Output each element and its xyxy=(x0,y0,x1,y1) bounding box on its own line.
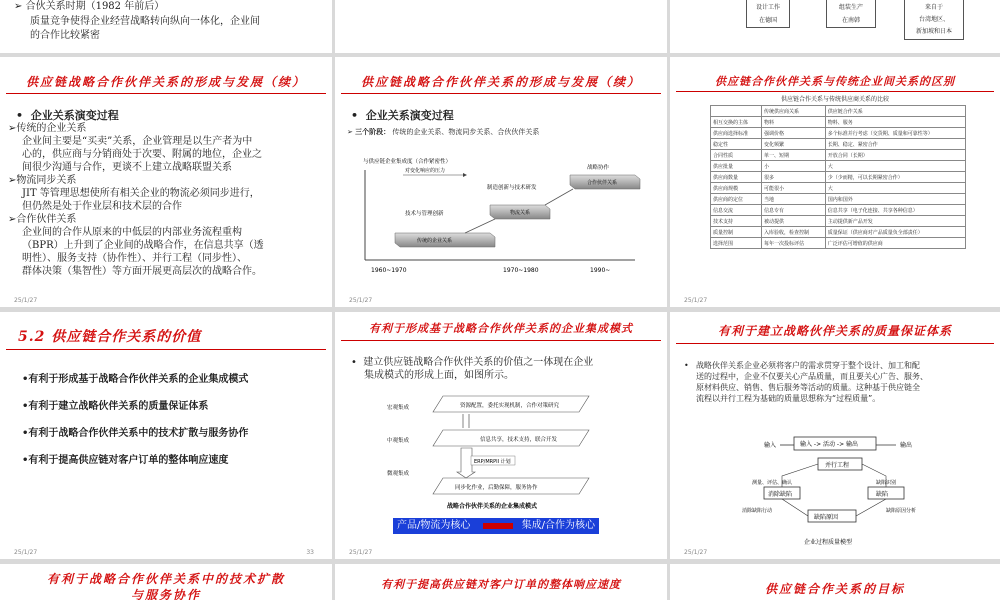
table-row xyxy=(711,216,966,227)
year-label-2: 1970~1980 xyxy=(503,267,539,274)
paragraph-line: 企业间主要是“买卖”关系，企业管理是以生产者为中 xyxy=(22,136,253,147)
bullet-icon: • xyxy=(351,357,364,368)
table-cell: 可能很小 xyxy=(762,183,826,194)
table-cell: 物料 xyxy=(762,117,826,128)
arrow-head-icon xyxy=(463,173,467,177)
table-cell: 技术支持 xyxy=(711,216,762,227)
action-label: 消除缺陷行动 xyxy=(742,508,773,514)
arrow-bullet-icon: ➢ xyxy=(14,1,23,12)
table-cell: 供应批量 xyxy=(711,161,762,172)
diagram-caption: 战略合作伙伴关系的企业集成模式 xyxy=(447,503,538,510)
table-row xyxy=(711,238,966,249)
table-cell: 单一、短期 xyxy=(762,150,826,161)
assembly-korea-box: 组装生产 在南韩 xyxy=(826,0,876,28)
slide-title: 供应链战略合作伙伴关系的形成与发展（续） xyxy=(25,75,306,89)
axis-label: 与供应链企业集成度（合作紧密性） xyxy=(363,159,452,165)
logistics-paragraph xyxy=(8,187,328,213)
period-heading: 合伙关系时期（1982 年前后） xyxy=(25,1,165,12)
period-text-2: 的合作比较紧密 xyxy=(30,30,100,41)
diagram-caption: 企业过程质量模型 xyxy=(804,539,853,546)
paragraph-line: 心的，供应商与分销商处于次要、附属的地位，企业之 xyxy=(22,149,262,160)
paragraph-line: 战略伙伴关系企业必须将客户的需求贯穿于整个设计、加工和配 xyxy=(696,361,920,370)
slide-blank-top[interactable] xyxy=(335,0,667,53)
table-row xyxy=(711,128,966,139)
micro-label: 微观集成 xyxy=(387,471,410,477)
value-list xyxy=(22,370,248,478)
paragraph-line: 群体决策（集智性）等方面开展更高层次的战略合作。 xyxy=(22,266,262,277)
process-quality-diagram xyxy=(670,432,1000,552)
slide-title-line1: 有利于战略合作伙伴关系中的技术扩散 xyxy=(46,572,285,586)
section-heading: 企业关系演变过程 xyxy=(30,109,119,122)
table-cell: 大 xyxy=(825,161,965,172)
table-row xyxy=(711,205,966,216)
table-header-cell: 供应链合作关系 xyxy=(825,106,965,117)
slide-date: 25/1/27 xyxy=(349,549,373,556)
table-cell: 国内和国外 xyxy=(825,194,965,205)
table-cell: 多个标准并行考虑（交货期、质量和可靠性等） xyxy=(825,128,965,139)
table-cell: 强调价格 xyxy=(762,128,826,139)
stage-label: 战略协作 xyxy=(587,165,610,171)
table-cell: 小 xyxy=(762,161,826,172)
core-band xyxy=(393,518,599,534)
table-cell: 稳定性 xyxy=(711,139,762,150)
slide-title-line2: 与服务协作 xyxy=(130,588,201,600)
table-row xyxy=(711,139,966,150)
slide-comparison-table[interactable] xyxy=(670,57,1000,307)
table-row xyxy=(711,117,966,128)
slide-title: 有利于形成基于战略合作伙伴关系的企业集成模式 xyxy=(369,322,633,335)
table-cell: 变化频繁 xyxy=(762,139,826,150)
slide-partnership-period[interactable] xyxy=(0,0,332,53)
band-left-label: 产品/物流为核心 xyxy=(397,520,471,531)
table-cell: 信息专有 xyxy=(762,205,826,216)
measure-label: 测量、评估、确认 xyxy=(752,480,793,486)
table-cell: 质量保证（供应商对产品质量负全部责任） xyxy=(825,227,965,238)
table-cell: 供应商数量 xyxy=(711,172,762,183)
table-cell: 很多 xyxy=(762,172,826,183)
table-caption: 供应链合作关系与传统供应商关系的比较 xyxy=(780,96,889,103)
evolution-staircase-diagram xyxy=(335,145,667,295)
slide-title: 供应链合作伙伴关系与传统企业间关系的区别 xyxy=(715,75,955,88)
paragraph-line: 送的过程中，企业不仅要关心产品质量，而且要关心广告、服务、 xyxy=(696,372,928,381)
step-arrow xyxy=(545,189,573,205)
stage2-label: 物流关系 xyxy=(510,210,531,216)
stages-text: 传统的企业关系、物流同步关系、合伙伙伴关系 xyxy=(392,128,540,136)
table-header-cell: 传统供应商关系 xyxy=(762,106,826,117)
table-cell: 合同性质 xyxy=(711,150,762,161)
slide-response-speed[interactable] xyxy=(335,564,667,600)
paragraph-line: 但仍然是处于作业层和技术层的合作 xyxy=(22,201,182,212)
eliminate-label: 消除缺陷 xyxy=(768,491,793,498)
table-row xyxy=(711,183,966,194)
partner-heading: 合作伙伴关系 xyxy=(16,214,77,225)
slide-date: 25/1/27 xyxy=(14,549,38,556)
slide-quality-system[interactable] xyxy=(670,312,1000,559)
stages-label: 三个阶段： xyxy=(355,128,391,136)
table-cell: 入库验收，检查控制 xyxy=(762,227,826,238)
table-cell: 少（少而精，可以长期紧密合作） xyxy=(825,172,965,183)
table-cell: 开放合同（长期） xyxy=(825,150,965,161)
erp-label: ERP/MRPII 计划 xyxy=(474,459,511,465)
year-label-3: 1990~ xyxy=(590,267,611,274)
slide-integration-model[interactable] xyxy=(335,312,667,559)
band-right-label: 集成/合作为核心 xyxy=(521,520,595,531)
table-cell: 主动提供新产品开发 xyxy=(825,216,965,227)
link-arrow xyxy=(463,414,469,428)
year-label-1: 1960~1970 xyxy=(371,267,407,274)
stage1-label: 传统的企业关系 xyxy=(417,238,453,244)
slide-date: 25/1/27 xyxy=(14,297,38,304)
slide-title: 5.2 供应链合作关系的价值 xyxy=(18,329,202,345)
arrow-bullet-icon: ➢ xyxy=(8,175,17,186)
period-text-1: 质量竞争使得企业经营战略转向纵向一体化，企业间 xyxy=(30,16,260,27)
table-cell: 物料、服务 xyxy=(825,117,965,128)
input-label: 输入 xyxy=(764,442,777,449)
band-arrow-icon xyxy=(483,523,513,529)
table-cell: 长期、稳定、紧密合作 xyxy=(825,139,965,150)
value-list-item: •有利于战略合作伙伴关系中的技术扩散与服务协作 xyxy=(22,428,249,439)
macro-label: 宏观集成 xyxy=(387,405,410,411)
paragraph-line: 企业间的合作从原来的中低层的内部业务流程重构 xyxy=(22,227,242,238)
macro-text: 资源配置，委托实现机制，合作对策研究 xyxy=(460,403,560,409)
table-header-cell xyxy=(711,106,762,117)
cause-label: 缺陷原因 xyxy=(814,514,839,521)
quality-paragraph xyxy=(684,360,994,404)
comparison-table xyxy=(710,105,966,249)
paragraph-line: 原材料供应、销售、售后服务等活动的质量。这种基于供应链全 xyxy=(696,383,920,392)
paragraph-line: 明性）、服务支持（协作性）、并行工程（同步性）、 xyxy=(22,253,247,264)
slide-title: 有利于建立战略伙伴关系的质量保证体系 xyxy=(717,324,952,338)
arrow-bullet-icon: ➢ xyxy=(347,128,353,136)
identify-label: 缺陷识别 xyxy=(876,480,897,486)
micro-text: 同步化作业，后勤保障，服务协作 xyxy=(455,485,538,491)
table-cell: 信息共享（电子化连接、共享各种信息） xyxy=(825,205,965,216)
design-germany-box: 设计工作 在德国 xyxy=(746,0,790,28)
stage3-label: 合作伙伴关系 xyxy=(587,180,618,186)
meso-text: 信息共享，技术支持，联合开发 xyxy=(480,437,558,443)
table-cell: 供应商的定位 xyxy=(711,194,762,205)
body-text-1: 建立供应链战略合作伙伴关系的价值之一体现在企业 xyxy=(363,357,594,368)
paragraph-line: 间很少沟通与合作，更谈不上建立战略联盟关系 xyxy=(22,162,232,173)
arrow-bullet-icon: ➢ xyxy=(8,214,17,225)
table-cell: 质量控制 xyxy=(711,227,762,238)
page-number: 33 xyxy=(306,549,314,556)
slide-evolution-text[interactable]: 供应链战略合作伙伴关系的形成与发展（续） • 企业关系演变过程 ➢传统的企业关系 企业间主要是“买卖”关系，企业管理是以生产者为中 心的，供应商与分销商处于次要、附属的地位，企业之 间很少沟通与合作，更谈不上建立战略联盟关系 ➢物流同步关系 JIT 等管理思想使所有相关企业的物流必须同步进行， 但仍然是处于作业层和技术层的合作 ➢合作伙伴关系 企业间的合作从原来的中低层的内部业务流程重构 （BPR）上升到了企业间的战略合作，在信息共享（透 明性）、服务支持（协作性）、并行工程（同步性）、 群体决策（集智性）等方面开展更高层次的战略合作。 25/1/27 xyxy=(0,57,332,307)
activity-label: 输入 -> 活动 -> 输出 xyxy=(800,441,859,448)
slide-tech-diffusion[interactable] xyxy=(0,564,332,600)
table-cell: 每年一次投标评估 xyxy=(762,238,826,249)
table-row xyxy=(711,227,966,238)
value-list-item: •有利于建立战略伙伴关系的质量保证体系 xyxy=(22,401,209,412)
table-row xyxy=(711,194,966,205)
paragraph-line: JIT 等管理思想使所有相关企业的物流必须同步进行， xyxy=(22,188,260,199)
table-cell: 被动提供 xyxy=(762,216,826,227)
step-arrow xyxy=(465,219,495,233)
section-heading: 企业关系演变过程 xyxy=(365,109,454,122)
table-row xyxy=(711,172,966,183)
value-list-item: •有利于提高供应链对客户订单的整体响应速度 xyxy=(22,455,229,466)
paragraph-line: （BPR）上升到了企业间的战略合作，在信息共享（透 xyxy=(22,240,264,251)
table-cell: 广泛评估可增值的供应商 xyxy=(825,238,965,249)
value-list-item: •有利于形成基于战略合作伙伴关系的企业集成模式 xyxy=(22,374,249,385)
output-label: 输出 xyxy=(900,442,913,449)
table-cell: 信息交流 xyxy=(711,205,762,216)
table-cell: 大 xyxy=(825,183,965,194)
traditional-paragraph xyxy=(8,135,328,174)
slide-title: 供应链战略合作伙伴关系的形成与发展（续） xyxy=(360,75,641,89)
slide-global-production[interactable] xyxy=(670,0,1000,53)
table-row xyxy=(711,161,966,172)
table-cell: 供应商规模 xyxy=(711,183,762,194)
slide-date: 25/1/27 xyxy=(684,297,708,304)
table-cell: 当地 xyxy=(762,194,826,205)
traditional-heading: 传统的企业关系 xyxy=(16,123,87,134)
level2-label: 制造创新与技术研发 xyxy=(487,185,537,191)
slide-date: 25/1/27 xyxy=(684,549,708,556)
meso-label: 中观集成 xyxy=(387,438,410,444)
logistics-heading: 物流同步关系 xyxy=(16,175,77,186)
body-text-2: 集成模式的形成上面，如图所示。 xyxy=(364,370,514,381)
paragraph-line: 流程以并行工程为基础的质量思想称为“过程质量”。 xyxy=(696,394,881,403)
slide-title: 供应链合作关系的目标 xyxy=(764,582,905,596)
slide-title: 有利于提高供应链对客户订单的整体响应速度 xyxy=(381,578,621,591)
slide-evolution-chart[interactable]: 供应链战略合作伙伴关系的形成与发展（续） • 企业关系演变过程 ➢ 三个阶段： 传统的企业关系、物流同步关系、合伙伙伴关系 与供应链企业集成度（合作紧密性） 对变化响应的压力 战略协作 技术与管理创新 制造创新与技术研发 传统的企业关系 物流关系 合作伙伴关系 1960~1970 1970~1980 1990~ 25/1/27 xyxy=(335,57,667,307)
partner-paragraph xyxy=(8,226,328,278)
level1-label: 技术与管理创新 xyxy=(405,211,444,217)
slide-partnership-goals[interactable] xyxy=(670,564,1000,600)
table-cell: 选择范围 xyxy=(711,238,762,249)
analysis-label: 缺陷原因分析 xyxy=(886,508,917,514)
table-cell: 供应商选择标准 xyxy=(711,128,762,139)
source-asia-box: 来自于 台湾地区、 新加坡和日本 xyxy=(904,0,964,40)
pressure-label: 对变化响应的压力 xyxy=(405,168,446,174)
slide-partnership-value[interactable] xyxy=(0,312,332,559)
bullet-icon: • xyxy=(684,361,689,370)
table-row xyxy=(711,150,966,161)
concurrent-label: 并行工程 xyxy=(825,462,850,469)
table-cell: 相互交换的主体 xyxy=(711,117,762,128)
defect-label: 缺陷 xyxy=(876,491,889,498)
slide-date: 25/1/27 xyxy=(349,297,373,304)
arrow-bullet-icon: ➢ xyxy=(8,123,17,134)
